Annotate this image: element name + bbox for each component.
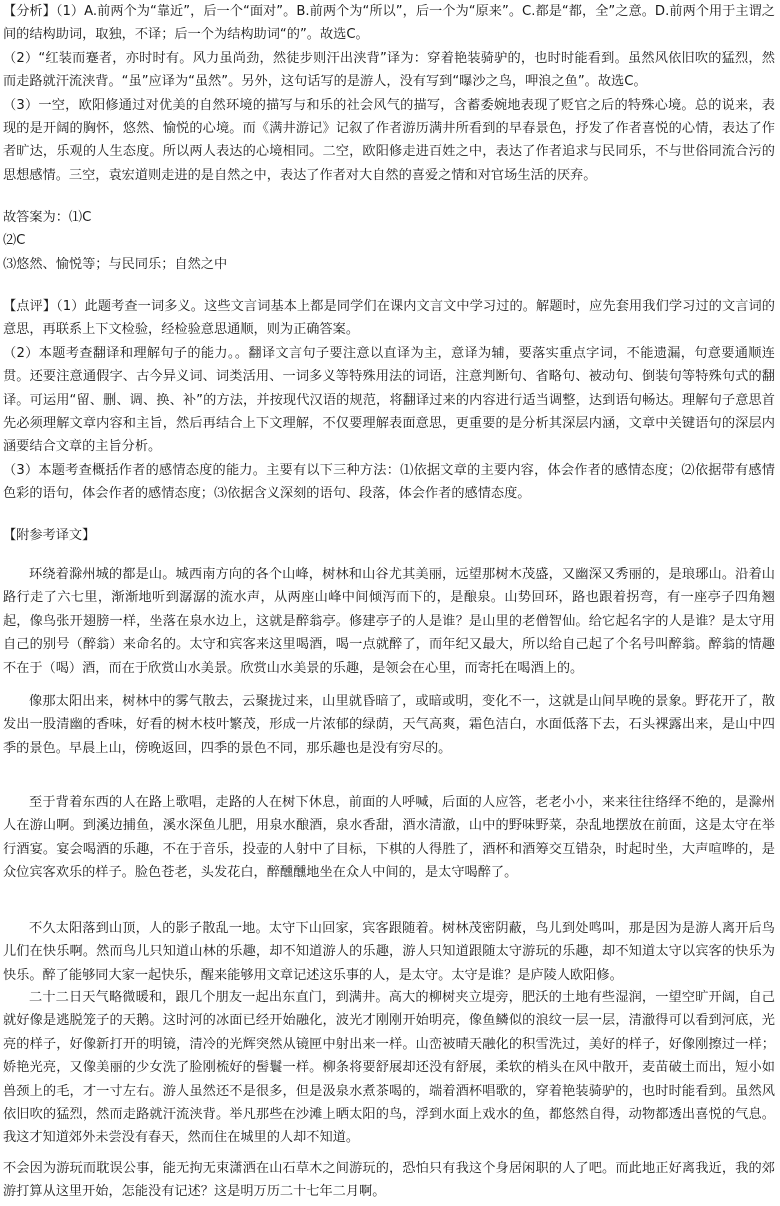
translation-paragraph-2: 像那太阳出来，树林中的雾气散去，云聚拢过来，山里就昏暗了，或暗或明，变化不一，这就是山间早晚的景象。野花开了，散发出一股清幽的香味，好看的树木枝叶繁茂，形成一片浓郁的绿荫，天气高爽，霜色洁白，水面低落下去，石头裸露出来，是山中四季的景色。早晨上山，傍晚返回，四季的景色不同，那乐趣也是没有穷尽的。 bbox=[3, 694, 775, 756]
translation-paragraph-1: 环绕着滁州城的都是山。城西南方向的各个山峰，树林和山谷尤其美丽，远望那树木茂盛，又幽深又秀丽的，是琅琊山。沿着山路行走了六七里，渐渐地听到潺潺的流水声，从两座山峰中间倾泻而下的，是酿泉。山势回环，路也跟着拐弯，有一座亭子四角翘起，像鸟张开翅膀一样，坐落在泉水边上，这就是醉翁亭。修建亭子的人是谁？是山里的老僧智仙。给它起名字的人是谁？是太守用自己的别号（醉翁）来命名的。太守和宾客来这里喝酒，喝一点就醉了，而年纪又最大，所以给自己起了个名号叫醉翁。醉翁的情趣不在于（喝）酒，而在于欣赏山水美景。欣赏山水美景的乐趣，是领会在心里，而寄托在喝酒上的。 bbox=[3, 567, 775, 676]
analysis-paragraph-1: 【分析】（1）A.前两个为“靠近”，后一个“面对”。B.前两个为“所以”，后一个为“原来”。C.都是“都，全”之意。D.前两个用于主谓之间的结构助词，取独，不译；后一个为结构助词“的”。故选C。 bbox=[3, 4, 775, 43]
answer-section bbox=[3, 206, 775, 276]
answer-line-2: ⑵C bbox=[3, 233, 26, 249]
translation-paragraph-5: 二十二日天气略微暖和，跟几个朋友一起出东直门，到满井。高大的柳树夹立堤旁，肥沃的土地有些湿润，一望空旷开阔，自己就好像是逃脱笼子的天鹅。这时河的冰面已经开始融化，波光才刚刚开始明亮，像鱼鳞似的浪纹一层一层，清澈得可以看到河底，光亮的样子，好像新打开的明镜，清冷的光辉突然从镜匣中射出来一样。山峦被晴天融化的积雪洗过，美好的样子，好像刚擦过一样；娇艳光亮，又像美丽的少女洗了脸刚梳好的髻鬟一样。柳条将要舒展却还没有舒展，柔软的梢头在风中散开，麦苗破土而出，短小如兽颈上的毛，才一寸左右。游人虽然还不是很多，但是汲泉水煮茶喝的，端着酒杯唱歌的，穿着艳装骑驴的，也时时能看到。虽然风依旧吹的猛烈，然而走路就汗流浃背。举凡那些在沙滩上晒太阳的鸟，浮到水面上戏水的鱼，都悠然自得，动物都透出喜悦的气息。我这才知道郊外未尝没有春天，然而住在城里的人却不知道。 bbox=[3, 990, 775, 1146]
translation-paragraph-6: 不会因为游玩而耽误公事，能无拘无束潇洒在山石草木之间游玩的，恐怕只有我这个身居闲职的人了吧。而此地正好离我近，我的郊游打算从这里开始，怎能没有记述？这是明万历二十七年二月啊。 bbox=[3, 1161, 775, 1200]
translation-section bbox=[3, 524, 775, 547]
analysis-paragraph-2: （2）“红装而蹇者，亦时时有。风力虽尚劲，然徒步则汗出浃背”译为：穿着艳装骑驴的，也时时能看到。虽然风依旧吹的猛烈，然而走路就汗流浃背。“虽”应译为“虽然”。另外，这句话写的是游人，没有写到“曝沙之鸟，呷浪之鱼”。故选C。 bbox=[3, 50, 775, 90]
translation-paragraph-4: 不久太阳落到山顶，人的影子散乱一地。太守下山回家，宾客跟随着。树林茂密阴蔽，鸟儿到处鸣叫，那是因为是游人离开后鸟儿们在快乐啊。然而鸟儿只知道山林的乐趣，却不知道游人的乐趣，游人只知道跟随太守游玩的乐趣，却不知道太守以宾客的快乐为快乐。醉了能够同大家一起快乐，醒来能够用文章记述这乐事的人，是太守。太守是谁？是庐陵人欧阳修。 bbox=[3, 921, 775, 983]
comment-paragraph-3: （3）本题考查概括作者的感情态度的能力。主要有以下三种方法：⑴依据文章的主要内容，体会作者的感情态度；⑵依据带有感情色彩的语句，体会作者的感情态度；⑶依据含义深刻的语句、段落，体会作者的感情态度。 bbox=[3, 462, 775, 502]
comment-section bbox=[3, 295, 775, 506]
analysis-section bbox=[3, 0, 775, 187]
analysis-paragraph-3: （3）一空，欧阳修通过对优美的自然环境的描写与和乐的社会风气的描写，含蓄委婉地表现了贬官之后的特殊心境。总的说来，表现的是开阔的胸怀，悠然、愉悦的心境。而《满井游记》记叙了作者游历满井所看到的早春景色，抒发了作者喜悦的心情，表达了作者旷达，乐观的人生态度。所以两人表达的心境相同。二空，欧阳修走进百姓之中，表达了作者追求与民同乐，不与世俗同流合污的思想感情。三空，袁宏道则走进的是自然之中，表达了作者对大自然的喜爱之情和对官场生活的厌弃。 bbox=[3, 97, 775, 183]
translation-paragraph-3: 至于背着东西的人在路上歌唱，走路的人在树下休息，前面的人呼喊，后面的人应答，老老小小，来来往往络绎不绝的，是滁州人在游山啊。到溪边捕鱼，溪水深鱼儿肥，用泉水酿酒，泉水香甜，酒水清澈，山中的野味野菜，杂乱地摆放在前面，这是太守在举行酒宴。宴会喝酒的乐趣，不在于音乐，投壶的人射中了目标，下棋的人得胜了，酒杯和酒筹交互错杂，时起时坐，大声喧哗的，是众位宾客欢乐的样子。脸色苍老，头发花白，醉醺醺地坐在众人中间的，是太守喝醉了。 bbox=[3, 795, 775, 881]
answer-line-1: 故答案为：⑴C bbox=[3, 210, 92, 225]
comment-paragraph-1: 【点评】（1）此题考查一词多义。这些文言词基本上都是同学们在课内文言文中学习过的。解题时，应先套用我们学习过的文言词的意思，再联系上下文检验，经检验意思通顺，则为正确答案。 bbox=[3, 299, 775, 338]
translation-heading: 【附参考译文】 bbox=[3, 528, 96, 543]
comment-paragraph-2: （2）本题考查翻译和理解句子的能力。。翻译文言句子要注意以直译为主，意译为辅，要落实重点字词，不能遗漏，句意要通顺连贯。还要注意通假字、古今异义词、词类活用、一词多义等特殊用法的词语，注意判断句、省略句、被动句、倒装句等特殊句式的翻译。可运用“留、删、调、换、补”的方法，并按现代汉语的规范，将翻译过来的内容进行适当调整，达到语句畅达。理解句子意思首先必须理解文章内容和主旨，然后再结合上下文理解，不仅要理解表面意思，更重要的是分析其深层内涵，文章中关键语句的深层内涵要结合文章的主旨分析。 bbox=[3, 345, 775, 455]
answer-line-3: ⑶悠然、愉悦等；与民同乐；自然之中 bbox=[3, 256, 228, 272]
